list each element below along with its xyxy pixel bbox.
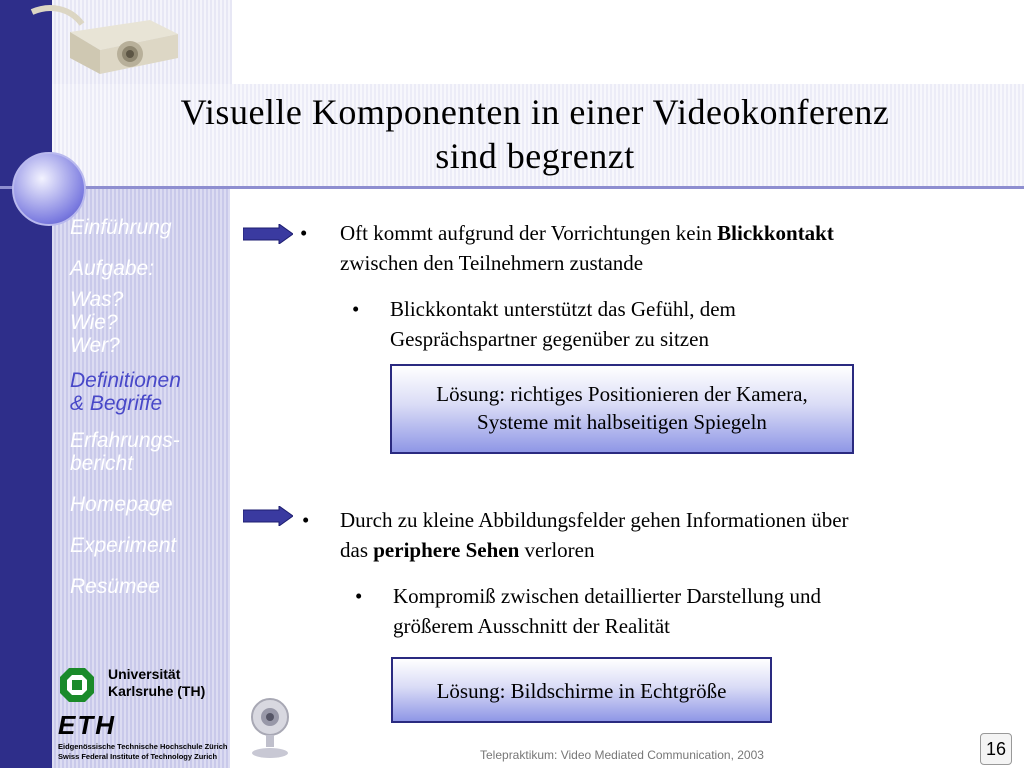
sub-bullet-2 <box>355 581 1005 641</box>
bullet-1-text: Oft kommt aufgrund der Vorrichtungen kein <box>340 221 718 245</box>
university-logo <box>60 664 230 704</box>
webcam-icon <box>245 695 295 760</box>
solution-box-1 <box>390 364 854 454</box>
nav-item-definitionen[interactable]: Definitionen & Begriffe <box>70 369 181 415</box>
page-number: 16 <box>980 733 1012 765</box>
bullet-2-text-2: das <box>340 538 374 562</box>
nav-item-erfahrungsbericht[interactable]: Erfahrungs- bericht <box>70 429 180 475</box>
university-line-2: Karlsruhe (TH) <box>108 683 206 699</box>
sidebar <box>0 0 52 768</box>
slide-title: Visuelle Komponenten in einer Videokonferenz sind begrenzt <box>180 92 890 176</box>
sub-bullet-2-line-1: Kompromiß zwischen detaillierter Darstellung und <box>393 584 822 608</box>
university-emblem-icon <box>60 668 94 702</box>
bullet-point-2 <box>302 505 1002 565</box>
sub-bullet-2-line-2: größerem Ausschnitt der Realität <box>393 614 671 638</box>
sub-bullet-1 <box>352 294 1002 354</box>
projector-icon <box>30 2 180 80</box>
nav-item-einfuehrung[interactable]: Einführung <box>70 216 172 239</box>
eth-line-2: Swiss Federal Institute of Technology Zurich <box>58 752 218 761</box>
eth-line-1: Eidgenössische Technische Hochschule Zürich <box>58 742 228 751</box>
title-divider <box>0 186 1024 189</box>
header-panel <box>232 0 1024 85</box>
bullet-dot: • <box>302 508 310 532</box>
solution-box-1-line-1: Lösung: richtiges Positionieren der Kamera, <box>436 382 808 406</box>
bullet-1-text-2: zwischen den Teilnehmern zustande <box>340 251 644 275</box>
bullet-point-1 <box>300 218 1000 278</box>
bullet-dot: • <box>352 297 360 321</box>
solution-box-2 <box>391 657 772 723</box>
bullet-2-bold: periphere Sehen <box>373 538 520 562</box>
nav-item-resuemee[interactable]: Resümee <box>70 575 160 598</box>
sidebar-nav <box>70 216 220 616</box>
solution-box-1-line-2: Systeme mit halbseitigen Spiegeln <box>477 410 767 434</box>
arrow-icon <box>243 224 293 244</box>
solution-box-2-text: Lösung: Bildschirme in Echtgröße <box>436 679 727 703</box>
slide-footer: Telepraktikum: Video Mediated Communication, 2003 <box>480 748 764 762</box>
sub-bullet-1-line-1: Blickkontakt unterstützt das Gefühl, dem <box>390 297 736 321</box>
nav-item-aufgabe[interactable]: Aufgabe: <box>70 257 155 280</box>
eth-logo-word: ETH <box>58 710 116 740</box>
bullet-1-bold: Blickkontakt <box>717 221 834 245</box>
nav-item-was-wie-wer[interactable]: Was? Wie? Wer? <box>70 288 124 357</box>
arrow-icon <box>243 506 293 526</box>
bullet-2-text-3: verloren <box>519 538 595 562</box>
bullet-2-text: Durch zu kleine Abbildungsfelder gehen Informationen über <box>340 508 849 532</box>
bullet-dot: • <box>355 584 363 608</box>
university-line-1: Universität <box>108 666 181 682</box>
sub-bullet-1-line-2: Gesprächspartner gegenüber zu sitzen <box>390 327 709 351</box>
nav-item-homepage[interactable]: Homepage <box>70 493 173 516</box>
nav-item-experiment[interactable]: Experiment <box>70 534 177 557</box>
university-name <box>108 666 205 700</box>
bullet-dot: • <box>300 221 308 245</box>
